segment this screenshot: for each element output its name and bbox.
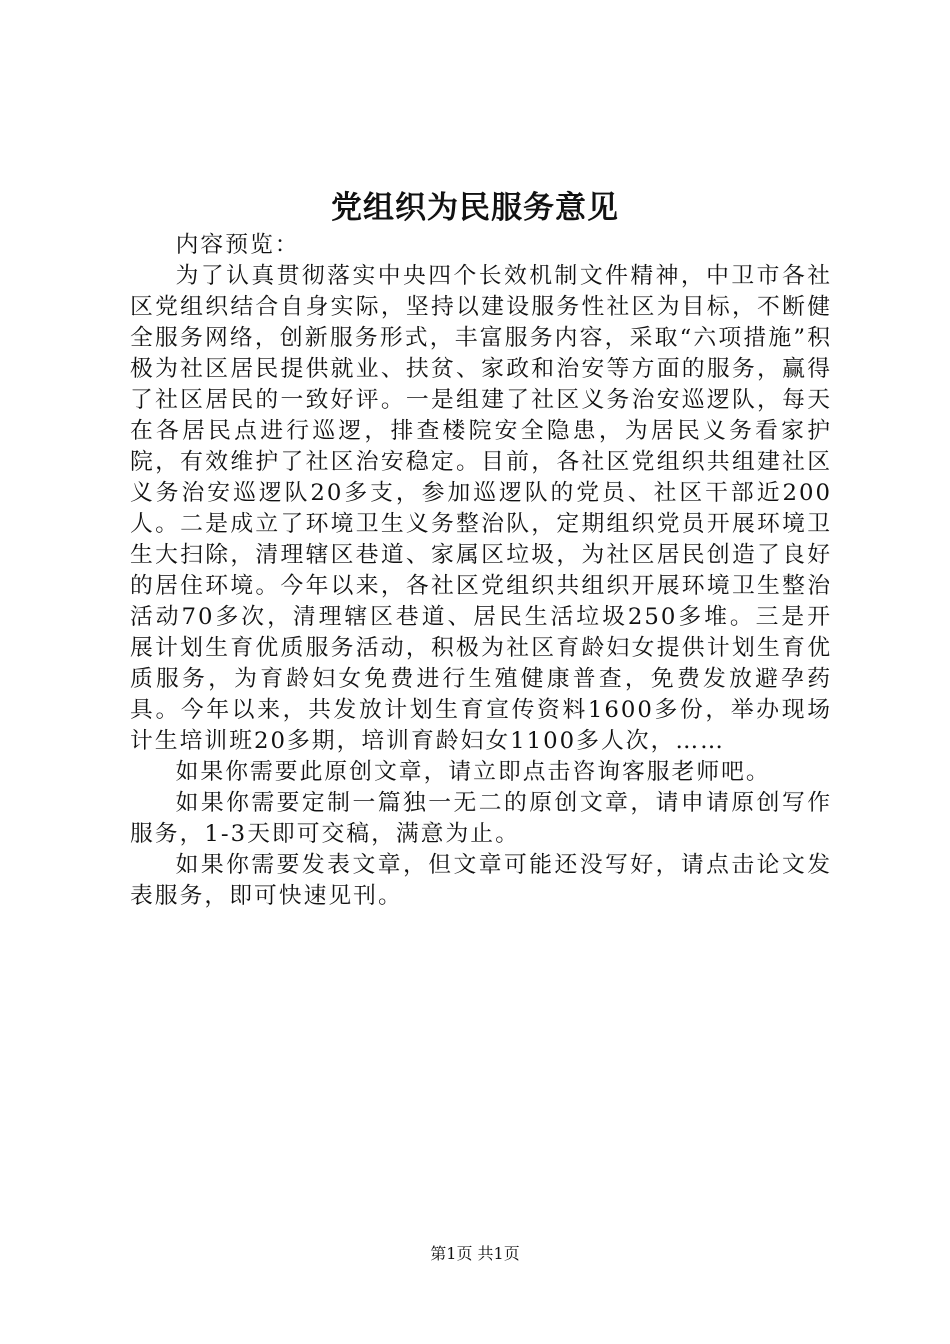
preview-label: 内容预览： [175, 232, 300, 258]
page-footer [0, 1243, 950, 1265]
paragraph-custom-writing[interactable]: 如果你需要定制一篇独一无二的原创文章，请申请原创写作服务，1-3天即可交稿，满意为止。 [130, 790, 832, 847]
paragraph-consult[interactable]: 如果你需要此原创文章，请立即点击咨询客服老师吧。 [175, 759, 771, 785]
paragraph-main: 为了认真贯彻落实中央四个长效机制文件精神，中卫市各社区党组织结合自身实际，坚持以建设服务性社区为目标，不断健全服务网络，创新服务形式，丰富服务内容，采取“六项措施”积极为社区居民提供就业、扶贫、家政和治安等方面的服务，赢得了社区居民的一致好评。一是组建了社区义务治安巡逻队，每天在各居民点进行巡逻，排查楼院安全隐患，为居民义务看家护院，有效维护了社区治安稳定。目前，各社区党组织共组建社区义务治安巡逻队20多支，参加巡逻队的党员、社区干部近200人。二是成立了环境卫生义务整治队，定期组织党员开展环境卫生大扫除，清理辖区巷道、家属区垃圾，为社区居民创造了良好的居住环境。今年以来，各社区党组织共组织开展环境卫生整治活动70多次，清理辖区巷道、居民生活垃圾250多堆。三是开展计划生育优质服务活动，积极为社区育龄妇女提供计划生育优质服务，为育龄妇女免费进行生殖健康普查，免费发放避孕药具。今年以来，共发放计划生育宣传资料1600多份，举办现场计生培训班20多期，培训育龄妇女1100多人次，…… [130, 263, 832, 754]
document-body [130, 230, 832, 912]
paragraph-publish[interactable]: 如果你需要发表文章，但文章可能还没写好，请点击论文发表服务，即可快速见刊。 [130, 852, 832, 909]
page-number-total: 共1页 [477, 1244, 520, 1263]
document-title: 党组织为民服务意见 [331, 190, 619, 226]
page-number-current: 第1页 [430, 1244, 473, 1263]
